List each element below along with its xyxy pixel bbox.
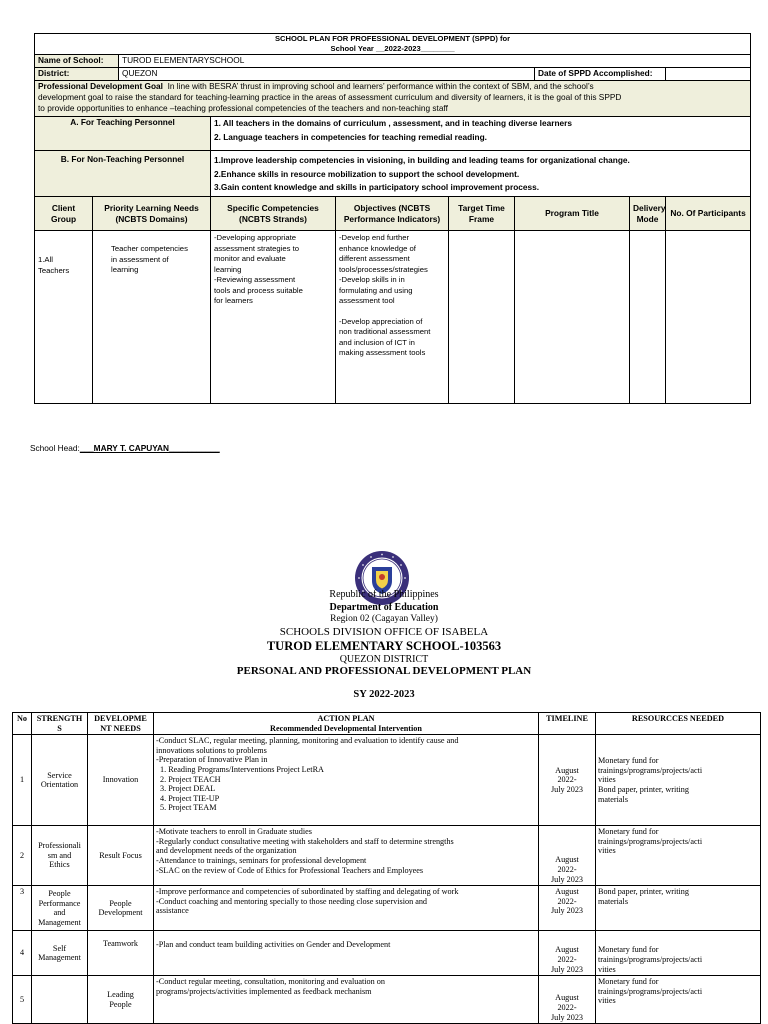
- plan-row-strength: Service Orientation: [32, 735, 88, 826]
- goal-cell: [35, 81, 751, 117]
- col-header-client: Client Group: [35, 197, 93, 231]
- sppd-title-line1: SCHOOL PLAN FOR PROFESSIONAL DEVELOPMENT (SPPD) for: [274, 34, 511, 43]
- goal-label: Professional Development Goal: [38, 81, 163, 91]
- plan-row-strength: [32, 976, 88, 1024]
- plan-row-no: 4: [13, 931, 32, 976]
- nonteaching-label: B. For Non-Teaching Personnel: [35, 151, 211, 197]
- teaching-items: [211, 117, 751, 151]
- plan-row-timeline: August 2022- July 2023: [539, 886, 596, 931]
- plan-row-timeline: August 2022- July 2023: [539, 976, 596, 1024]
- letterhead-school: TUROD ELEMENTARY SCHOOL-103563: [266, 639, 502, 653]
- nonteaching-item: 1.Improve leadership competencies in visioning, in building and leading teams for organizational change.: [214, 155, 630, 165]
- school-head-label: School Head:: [30, 443, 80, 453]
- plan-row-no: 1: [13, 735, 32, 826]
- sppd-title-line2: School Year __2022-2023________: [330, 43, 455, 53]
- plan-row: [13, 886, 761, 931]
- cell-client: 1.All Teachers: [35, 231, 93, 404]
- plan-row-no: 2: [13, 826, 32, 886]
- development-plan-table: [12, 712, 761, 1024]
- school-name-value: TUROD ELEMENTARYSCHOOL: [119, 55, 751, 68]
- plan-row-strength: Professionali sm and Ethics: [32, 826, 88, 886]
- plan-row-timeline: August 2022- July 2023: [539, 735, 596, 826]
- district-value: QUEZON: [119, 68, 535, 81]
- plan-row-actions: -Conduct SLAC, regular meeting, planning, monitoring and evaluation to identify cause and innovations solutions to problems -Preparation of Innovative Plan in 1. Reading Programs/Interventions Project LetRA 2. Project TEACH 3. Project DEAL 4. Project TIE-UP 5. Project TEAM: [154, 735, 539, 826]
- plan-row-need: Leading People: [88, 976, 154, 1024]
- plan-row-strength: People Performance and Management: [32, 886, 88, 931]
- school-head: [30, 443, 220, 453]
- sppd-title: [35, 34, 751, 55]
- plan-row: [13, 931, 761, 976]
- letterhead-republic: Republic of the Philippines: [329, 589, 439, 600]
- col-header-needs: Priority Learning Needs (NCBTS Domains): [93, 197, 211, 231]
- nonteaching-items: [211, 151, 751, 197]
- district-label: District:: [35, 68, 119, 81]
- plan-row-resources: Monetary fund for trainings/programs/projects/acti vities: [596, 931, 761, 976]
- letterhead-plan-title: PERSONAL AND PROFESSIONAL DEVELOPMENT PLAN: [236, 665, 532, 677]
- plan-row: [13, 735, 761, 826]
- cell-needs: Teacher competencies in assessment of learning: [93, 231, 211, 404]
- plan-row-resources: Bond paper, printer, writing materials: [596, 886, 761, 931]
- goal-line: development goal to raise the standard for teaching-learning practice in the areas of assessment curriculum and diversity of learners, it is the goal of this SPPD: [38, 92, 622, 102]
- plan-header-no: No: [13, 713, 32, 735]
- col-header-participants: No. Of Participants: [666, 197, 751, 231]
- col-header-program: Program Title: [515, 197, 630, 231]
- cell-program: [515, 231, 630, 404]
- letterhead-department: Department of Education: [329, 602, 439, 613]
- plan-header-timeline: TIMELINE: [539, 713, 596, 735]
- plan-row-actions: -Conduct regular meeting, consultation, monitoring and evaluation on programs/projects/activities implemented as feedback mechanism: [154, 976, 539, 1024]
- plan-row-resources: Monetary fund for trainings/programs/projects/acti vities: [596, 826, 761, 886]
- plan-row-strength: Self Management: [32, 931, 88, 976]
- plan-row: [13, 826, 761, 886]
- nonteaching-item: 3.Gain content knowledge and skills in participatory school improvement process.: [214, 182, 540, 192]
- plan-header-resources: RESOURCCES NEEDED: [596, 713, 761, 735]
- sppd-table: [34, 33, 751, 404]
- plan-row-need: Innovation: [88, 735, 154, 826]
- plan-row: [13, 976, 761, 1024]
- plan-row-no: 5: [13, 976, 32, 1024]
- plan-row-timeline: August 2022- July 2023: [539, 826, 596, 886]
- plan-row-resources: Monetary fund for trainings/programs/projects/acti vities: [596, 976, 761, 1024]
- plan-row-resources: Monetary fund for trainings/programs/projects/acti vities Bond paper, printer, writing materials: [596, 735, 761, 826]
- date-label: Date of SPPD Accomplished:: [535, 68, 666, 81]
- plan-header-dev-needs: DEVELOPME NT NEEDS: [88, 713, 154, 735]
- plan-row-actions: -Plan and conduct team building activities on Gender and Development: [154, 931, 539, 976]
- goal-line: In line with BESRA’ thrust in improving school and learners’ performance within the context of SBM, and the school’s: [167, 81, 594, 91]
- plan-header-action-plan: ACTION PLAN Recommended Developmental Intervention: [154, 713, 539, 735]
- letterhead-region: Region 02 (Cagayan Valley): [330, 614, 438, 624]
- cell-timeframe: [449, 231, 515, 404]
- plan-header-strengths: STRENGTH S: [32, 713, 88, 735]
- nonteaching-item: 2.Enhance skills in resource mobilization to support the school development.: [214, 168, 520, 179]
- col-header-timeframe: Target Time Frame: [449, 197, 515, 231]
- teaching-item: 2. Language teachers in competencies for teaching remedial reading.: [214, 131, 487, 142]
- school-name-label: Name of School:: [35, 55, 119, 68]
- date-value: [666, 68, 751, 81]
- plan-row-need: Teamwork: [88, 931, 154, 976]
- cell-delivery: [630, 231, 666, 404]
- cell-competencies: -Developing appropriate assessment strategies to monitor and evaluate learning -Reviewing assessment tools and process suitable for learners: [211, 231, 336, 404]
- plan-row-timeline: August 2022- July 2023: [539, 931, 596, 976]
- teaching-item: 1. All teachers in the domains of curriculum , assessment, and in teaching diverse learners: [214, 118, 572, 128]
- plan-row-need: People Development: [88, 886, 154, 931]
- plan-row-actions: -Motivate teachers to enroll in Graduate studies -Regularly conduct consultative meeting with stakeholders and staff to determine strengths and development needs of the organization -Attendance to trainings, seminars for professional development -SLAC on the review of Code of Ethics for Professional Teachers and Employees: [154, 826, 539, 886]
- col-header-competencies: Specific Competencies (NCBTS Strands): [211, 197, 336, 231]
- cell-objectives: -Develop end further enhance knowledge of different assessment tools/processes/strategies -Develop skills in in formulating and using assessment tool -Develop appreciation of non traditional assessment and inclusion of ICT in making assessment tools: [336, 231, 449, 404]
- col-header-delivery: Delivery Mode: [630, 197, 666, 231]
- letterhead-division: SCHOOLS DIVISION OFFICE OF ISABELA: [279, 626, 489, 638]
- cell-participants: [666, 231, 751, 404]
- letterhead-district: QUEZON DISTRICT: [339, 654, 429, 665]
- goal-line: to provide opportunities to enhance –teaching professional competencies of the teachers and non-teaching staff: [38, 103, 448, 113]
- plan-row-no: 3: [13, 886, 32, 931]
- plan-row-need: Result Focus: [88, 826, 154, 886]
- school-head-name: ___MARY T. CAPUYAN___________: [79, 443, 220, 453]
- teaching-label: A. For Teaching Personnel: [35, 117, 211, 151]
- letterhead-sy: SY 2022-2023: [353, 689, 415, 700]
- col-header-objectives: Objectives (NCBTS Performance Indicators): [336, 197, 449, 231]
- plan-row-actions: -Improve performance and competencies of subordinated by staffing and delegating of work -Conduct coaching and mentoring specially to those needing close supervision and assistance: [154, 886, 539, 931]
